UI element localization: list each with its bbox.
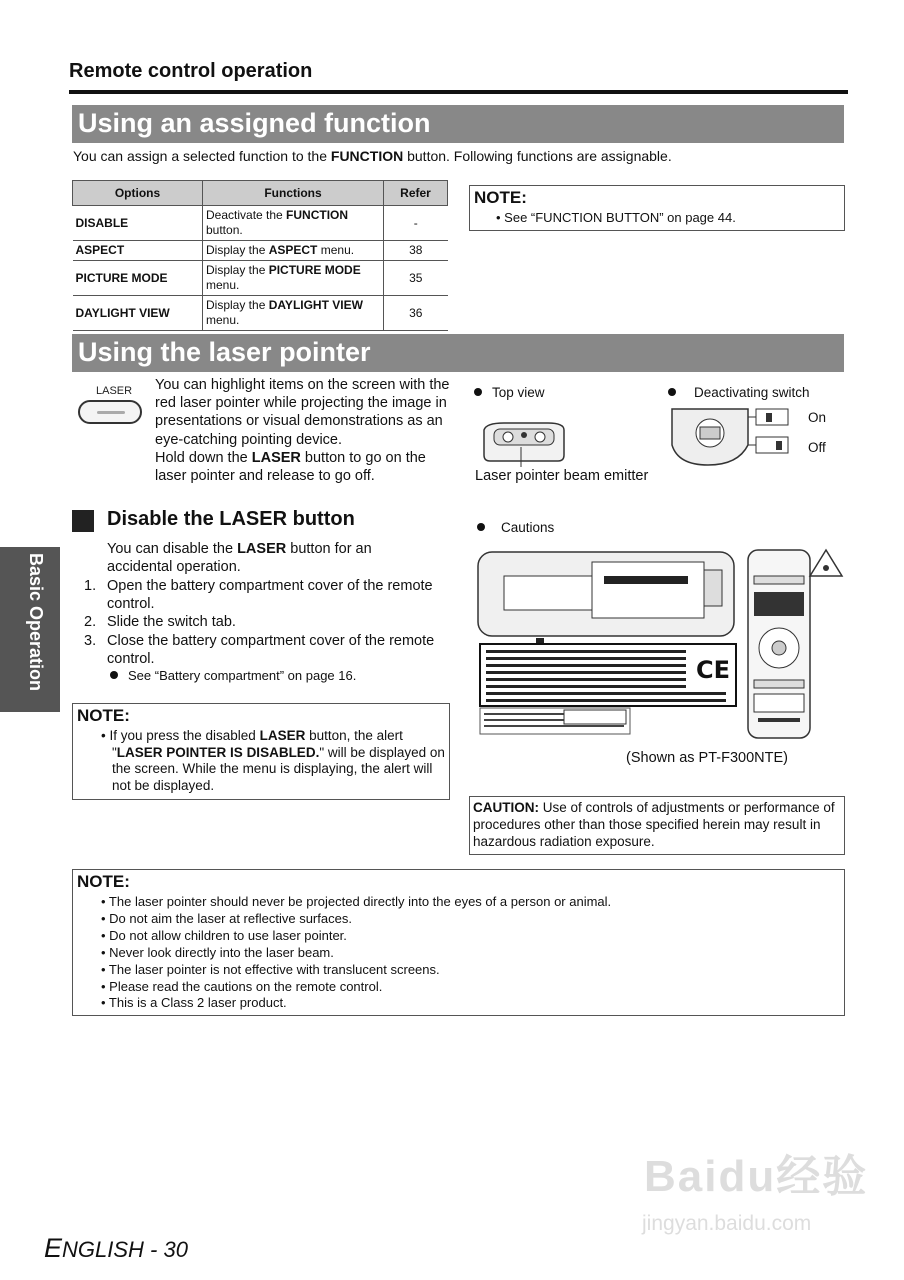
note-bullet: • If you press the disabled LASER button, the alert "LASER POINTER IS DISABLED." will be displayed on the screen. While the menu is displaying, the alert will not be displayed. (101, 728, 445, 793)
page-header: Remote control operation (69, 60, 313, 82)
subheading-square-icon (72, 510, 94, 532)
note-title: NOTE: (77, 706, 130, 725)
laser-button-icon (78, 400, 142, 424)
table-cell-refer: 38 (384, 241, 448, 261)
table-cell-function: Deactivate the FUNCTION button. (203, 206, 384, 241)
step-item: 1. Open the battery compartment cover of the remote control. (84, 578, 433, 613)
remote-top-view-illustration (474, 405, 574, 467)
note-title: NOTE: (77, 872, 130, 891)
laser-para2: Hold down the LASER button to go on the laser pointer and release to go off. (155, 449, 426, 485)
table-cell-option: DAYLIGHT VIEW (73, 296, 203, 331)
table-cell-option: ASPECT (73, 241, 203, 261)
list-item: • Do not aim the laser at reflective surfaces. (101, 910, 352, 926)
switch-label-on: On (808, 410, 827, 425)
fig-label-shown-as: (Shown as PT-F300NTE) (626, 750, 788, 766)
disable-intro: You can disable the LASER button for an accidental operation. (107, 541, 372, 576)
table-cell-refer: 35 (384, 261, 448, 296)
table-header: Functions (203, 181, 384, 206)
remote-back-caution-labels-illustration (474, 548, 738, 738)
fig-label-top-view: Top view (474, 385, 545, 400)
svg-text:CE: CE (696, 656, 731, 684)
watermark-url: jingyan.baidu.com (642, 1212, 812, 1235)
fig-label-beam-emitter: Laser pointer beam emitter (475, 468, 649, 484)
deactivating-switch-illustration (668, 405, 803, 467)
bullet-dot-icon (668, 388, 676, 396)
section-title-laser-pointer: Using the laser pointer (72, 334, 844, 372)
see-battery-compartment: See “Battery compartment” on page 16. (110, 668, 356, 683)
table-row (73, 241, 448, 261)
table-cell-refer: 36 (384, 296, 448, 331)
list-item: • Never look directly into the laser beam. (101, 944, 334, 960)
table-row (73, 206, 448, 241)
note-title: NOTE: (474, 188, 527, 207)
table-cell-refer: - (384, 206, 448, 241)
note-bullet: • See “FUNCTION BUTTON” on page 44. (496, 210, 736, 225)
table-cell-function: Display the PICTURE MODE menu. (203, 261, 384, 296)
caution-box: CAUTION: Use of controls of adjustments or performance of procedures other than those specified herein may result in hazardous radiation exposure. (469, 796, 845, 855)
table-header-row (73, 181, 448, 206)
table-cell-option: PICTURE MODE (73, 261, 203, 296)
table-header: Options (73, 181, 203, 206)
list-item: • Please read the cautions on the remote control. (101, 978, 383, 994)
laser-button-label: LASER (96, 385, 133, 397)
fig-label-deactivating-switch: Deactivating switch (668, 385, 810, 400)
side-tab-label: Basic Operation (26, 553, 46, 692)
note-list (101, 894, 840, 1012)
table-cell-function: Display the ASPECT menu. (203, 241, 384, 261)
disable-steps (84, 577, 454, 668)
table-header: Refer (384, 181, 448, 206)
watermark-logo: Baidu经验 (644, 1152, 869, 1201)
bullet-dot-icon (110, 671, 118, 679)
header-rule (69, 90, 848, 94)
table-cell-option: DISABLE (73, 206, 203, 241)
function-table (72, 180, 448, 331)
step-item: 2. Slide the switch tab. (84, 614, 236, 631)
remote-front-illustration (744, 546, 846, 742)
list-item: • The laser pointer is not effective with translucent screens. (101, 961, 440, 977)
section1-intro: You can assign a selected function to the FUNCTION button. Following functions are assignable. (73, 148, 672, 164)
fig-label-cautions: Cautions (477, 520, 554, 535)
list-item: • Do not allow children to use laser pointer. (101, 927, 347, 943)
bullet-dot-icon (474, 388, 482, 396)
list-item: • This is a Class 2 laser product. (101, 995, 287, 1011)
note-laser-safety (72, 869, 845, 1016)
subheading-disable-laser: Disable the LASER button (107, 508, 355, 530)
step-item: 3. Close the battery compartment cover of the remote control. (84, 632, 435, 667)
section-title-assigned-function: Using an assigned function (72, 105, 844, 143)
note-function-button (469, 185, 845, 231)
switch-label-off: Off (808, 440, 826, 455)
table-row (73, 261, 448, 296)
list-item: • The laser pointer should never be projected directly into the eyes of a person or animal. (101, 894, 612, 909)
bullet-dot-icon (477, 523, 485, 531)
page-footer: ENGLISH - 30 (44, 1233, 188, 1263)
laser-para1: You can highlight items on the screen with the red laser pointer while projecting the image in presentations or visual demonstrations as an eye-catching pointing device. (155, 377, 450, 448)
table-row (73, 296, 448, 331)
note-laser-disabled (72, 703, 450, 800)
table-cell-function: Display the DAYLIGHT VIEW menu. (203, 296, 384, 331)
laser-description (155, 376, 455, 485)
